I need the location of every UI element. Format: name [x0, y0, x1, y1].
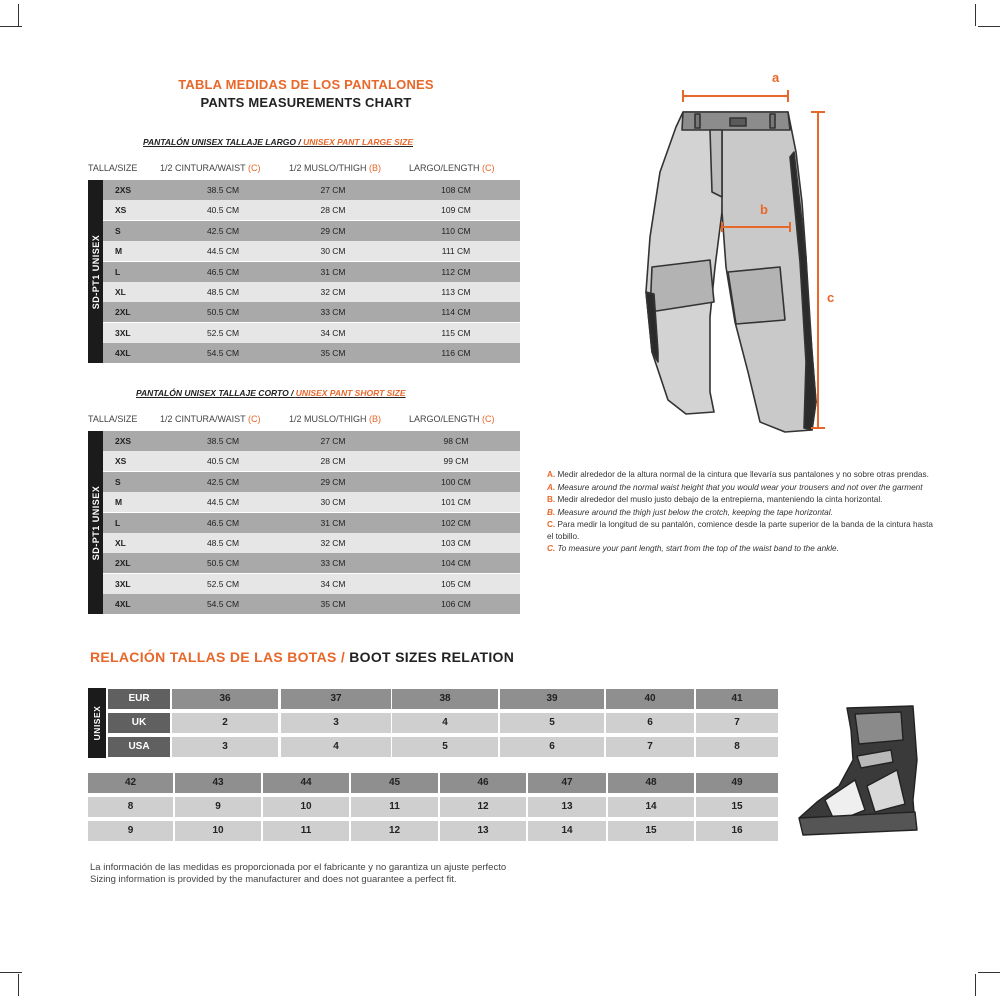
col-waist-tag: (C): [248, 163, 261, 173]
col-thigh-header: [289, 163, 381, 173]
boot-size-cell: 5: [392, 737, 498, 757]
size-cell: 3XL: [115, 578, 131, 589]
col-size-header: TALLA/SIZE: [88, 414, 138, 424]
size-cell: L: [115, 266, 121, 277]
boot-size-cell: 42: [88, 773, 173, 793]
crop-mark: [18, 4, 19, 26]
boot-size-cell: 15: [608, 821, 694, 841]
instruction-letter: B.: [547, 507, 556, 517]
waist-cell: 48.5 CM: [206, 287, 240, 297]
boot-size-cell: 40: [606, 689, 694, 709]
boot-size-cell: 3: [172, 737, 278, 757]
boot-size-cell: 14: [528, 821, 606, 841]
table-row: [103, 492, 520, 512]
boot-size-cell: 48: [608, 773, 694, 793]
col-thigh-tag: (B): [369, 414, 382, 424]
table-row: [103, 574, 520, 594]
thigh-cell: 27 CM: [320, 436, 346, 446]
thigh-cell: 32 CM: [320, 287, 346, 297]
instruction-item: [547, 543, 937, 555]
col-length-header: [409, 414, 495, 424]
size-cell: 4XL: [115, 348, 131, 359]
size-cell: XL: [115, 538, 126, 548]
size-cell: S: [115, 225, 121, 236]
boot-size-cell: 11: [263, 821, 349, 841]
waist-cell: 54.5 CM: [206, 348, 240, 359]
length-cell: 104 CM: [441, 558, 471, 569]
instruction-text: Medir alrededor de la altura normal de la cintura que llevaría sus pantalones y no sobre otras prendas.: [557, 470, 929, 479]
crop-mark: [975, 974, 976, 996]
thigh-cell: 31 CM: [320, 517, 346, 528]
waist-cell: 42.5 CM: [206, 225, 240, 236]
short-subtitle-es: PANTALÓN UNISEX TALLAJE CORTO /: [136, 388, 294, 398]
waist-cell: 54.5 CM: [206, 599, 240, 610]
boot-title-en: BOOT SIZES RELATION: [349, 649, 515, 665]
short-subtitle-en: UNISEX PANT SHORT SIZE: [295, 388, 406, 398]
thigh-cell: 35 CM: [320, 599, 346, 610]
boot-size-cell: 36: [172, 689, 278, 709]
boot-size-cell: 7: [696, 713, 778, 733]
side-label-text: SD-PT1 UNISEX: [90, 485, 101, 560]
waist-cell: 40.5 CM: [206, 205, 240, 216]
table-row: [103, 282, 520, 302]
thigh-cell: 29 CM: [320, 476, 346, 487]
table-row: [103, 553, 520, 573]
col-waist-header: [160, 163, 261, 173]
label-a: a: [772, 70, 780, 85]
length-cell: 102 CM: [441, 517, 471, 528]
waist-cell: 38.5 CM: [206, 436, 240, 446]
pants-illustration: [646, 112, 816, 432]
boot-size-cell: 38: [392, 689, 498, 709]
thigh-cell: 27 CM: [320, 185, 346, 195]
instruction-letter: C.: [547, 520, 556, 529]
table-row: [103, 200, 520, 220]
instruction-letter: A.: [547, 470, 556, 479]
length-cell: 105 CM: [441, 578, 471, 589]
waist-cell: 52.5 CM: [206, 327, 240, 338]
boot-size-cell: 16: [696, 821, 778, 841]
length-cell: 114 CM: [441, 307, 471, 318]
boot-row-label: UK: [108, 713, 170, 733]
short-table-subtitle: [136, 388, 406, 398]
thigh-cell: 31 CM: [320, 266, 346, 277]
table-row: [103, 451, 520, 471]
col-waist-label: 1/2 CINTURA/WAIST: [160, 414, 246, 424]
table-row: [103, 594, 520, 614]
boot-row-label: USA: [108, 737, 170, 757]
pants-diagram: [630, 62, 950, 442]
boot-size-cell: 13: [528, 797, 606, 817]
side-label-text: SD-PT1 UNISEX: [90, 234, 101, 309]
length-cell: 109 CM: [441, 205, 471, 216]
crop-mark: [0, 972, 22, 973]
length-cell: 101 CM: [441, 497, 471, 508]
crop-mark: [978, 972, 1000, 973]
length-cell: 100 CM: [441, 476, 471, 487]
thigh-cell: 28 CM: [320, 456, 346, 467]
instruction-item: [547, 469, 937, 481]
col-length-label: LARGO/LENGTH: [409, 163, 480, 173]
boot-size-cell: 45: [351, 773, 438, 793]
col-waist-label: 1/2 CINTURA/WAIST: [160, 163, 246, 173]
instruction-letter: C.: [547, 544, 556, 553]
boot-size-cell: 37: [281, 689, 391, 709]
boot-size-cell: 44: [263, 773, 349, 793]
measure-a-indicator: [683, 90, 788, 102]
boot-size-cell: 4: [392, 713, 498, 733]
instruction-text: Measure around the thigh just below the crotch, keeping the tape horizontal.: [557, 507, 833, 517]
col-thigh-tag: (B): [369, 163, 382, 173]
boot-size-cell: 8: [696, 737, 778, 757]
side-label-text: UNISEX: [92, 705, 102, 741]
waist-cell: 48.5 CM: [206, 538, 240, 548]
table-row: [103, 513, 520, 533]
size-cell: XS: [115, 205, 127, 216]
waist-cell: 46.5 CM: [206, 517, 240, 528]
size-cell: M: [115, 246, 123, 257]
boot-size-cell: 15: [696, 797, 778, 817]
boot-size-cell: 5: [500, 713, 604, 733]
thigh-cell: 35 CM: [320, 348, 346, 359]
table-row: [103, 180, 520, 200]
thigh-cell: 34 CM: [320, 578, 346, 589]
size-cell: 2XL: [115, 558, 131, 569]
table-row: [103, 221, 520, 241]
table-row: [103, 343, 520, 363]
length-cell: 115 CM: [441, 327, 471, 338]
col-size-header: TALLA/SIZE: [88, 163, 138, 173]
boot-size-cell: 2: [172, 713, 278, 733]
size-cell: XS: [115, 456, 127, 467]
thigh-cell: 28 CM: [320, 205, 346, 216]
col-waist-tag: (C): [248, 414, 261, 424]
crop-mark: [18, 974, 19, 996]
size-cell: 2XS: [115, 436, 132, 446]
col-thigh-label: 1/2 MUSLO/THIGH: [289, 414, 367, 424]
waist-cell: 50.5 CM: [206, 558, 240, 569]
thigh-cell: 29 CM: [320, 225, 346, 236]
col-length-label: LARGO/LENGTH: [409, 414, 480, 424]
waist-cell: 44.5 CM: [206, 497, 240, 508]
length-cell: 110 CM: [441, 225, 471, 236]
boot-size-cell: 12: [440, 797, 526, 817]
boot-size-cell: 47: [528, 773, 606, 793]
boot-size-cell: 7: [606, 737, 694, 757]
col-thigh-label: 1/2 MUSLO/THIGH: [289, 163, 367, 173]
boot-row-label: EUR: [108, 689, 170, 709]
size-cell: 4XL: [115, 599, 131, 610]
chart-title-en: PANTS MEASUREMENTS CHART: [200, 95, 412, 110]
length-cell: 111 CM: [441, 246, 471, 257]
instruction-text: To measure your pant length, start from the top of the waist band to the ankle.: [557, 544, 839, 553]
boot-size-cell: 10: [175, 821, 261, 841]
boot-size-cell: 46: [440, 773, 526, 793]
measurement-instructions: [547, 469, 937, 556]
table-row: [103, 533, 520, 553]
label-b: b: [760, 202, 768, 217]
boot-table-side-label: [88, 688, 106, 758]
boot-sizes-title: [90, 649, 514, 665]
boot-size-cell: 9: [175, 797, 261, 817]
boot-size-cell: 39: [500, 689, 604, 709]
length-cell: 112 CM: [441, 266, 471, 277]
table-row: [103, 241, 520, 261]
large-subtitle-en: UNISEX PANT LARGE SIZE: [303, 137, 413, 147]
large-table-subtitle: [143, 137, 413, 147]
large-table-side-label: [88, 180, 103, 363]
crop-mark: [0, 26, 22, 27]
label-c: c: [827, 290, 835, 305]
col-length-tag: (C): [482, 163, 495, 173]
thigh-cell: 32 CM: [320, 538, 346, 548]
col-length-header: [409, 163, 495, 173]
boot-size-cell: 11: [351, 797, 438, 817]
boot-size-cell: 12: [351, 821, 438, 841]
thigh-cell: 33 CM: [320, 307, 346, 318]
length-cell: 99 CM: [443, 456, 469, 467]
boot-size-cell: 3: [281, 713, 391, 733]
boot-size-cell: 14: [608, 797, 694, 817]
size-cell: S: [115, 476, 121, 487]
boot-size-cell: 9: [88, 821, 173, 841]
thigh-cell: 34 CM: [320, 327, 346, 338]
length-cell: 106 CM: [441, 599, 471, 610]
table-row: [103, 262, 520, 282]
disclaimer-en: Sizing information is provided by the manufacturer and does not guarantee a perfect fit.: [90, 874, 457, 885]
size-cell: M: [115, 497, 123, 508]
thigh-cell: 33 CM: [320, 558, 346, 569]
boot-size-cell: 49: [696, 773, 778, 793]
waist-cell: 44.5 CM: [206, 246, 240, 257]
waist-cell: 52.5 CM: [206, 578, 240, 589]
boot-title-es: RELACIÓN TALLAS DE LAS BOTAS /: [90, 649, 346, 665]
instruction-text: Para medir la longitud de su pantalón, comience desde la parte superior de la banda de la cintura hasta el tobillo.: [547, 520, 933, 541]
size-cell: 3XL: [115, 327, 131, 338]
col-thigh-header: [289, 414, 381, 424]
boot-size-cell: 10: [263, 797, 349, 817]
thigh-cell: 30 CM: [320, 497, 346, 508]
chart-title-es: TABLA MEDIDAS DE LOS PANTALONES: [178, 77, 434, 92]
crop-mark: [975, 4, 976, 26]
size-cell: 2XS: [115, 185, 132, 195]
crop-mark: [978, 26, 1000, 27]
disclaimer: [90, 862, 506, 886]
waist-cell: 38.5 CM: [206, 185, 240, 195]
large-subtitle-es: PANTALÓN UNISEX TALLAJE LARGO /: [143, 137, 301, 147]
waist-cell: 40.5 CM: [206, 456, 240, 467]
table-row: [103, 323, 520, 343]
boot-size-cell: 43: [175, 773, 261, 793]
boot-size-cell: 4: [281, 737, 391, 757]
length-cell: 113 CM: [441, 287, 471, 297]
boot-size-cell: 13: [440, 821, 526, 841]
instruction-text: Medir alrededor del muslo justo debajo de la entrepierna, manteniendo la cinta horizontal.: [557, 495, 883, 504]
length-cell: 108 CM: [441, 185, 471, 195]
size-cell: XL: [115, 287, 126, 297]
size-cell: 2XL: [115, 307, 131, 318]
length-cell: 103 CM: [441, 538, 471, 548]
boot-illustration: [795, 700, 935, 840]
instruction-text: Measure around the normal waist height that you would wear your trousers and not over the garment: [557, 482, 923, 492]
boot-size-cell: 41: [696, 689, 778, 709]
boot-size-cell: 6: [500, 737, 604, 757]
instruction-item: [547, 482, 937, 494]
waist-cell: 42.5 CM: [206, 476, 240, 487]
table-row: [103, 472, 520, 492]
instruction-item: [547, 519, 937, 542]
thigh-cell: 30 CM: [320, 246, 346, 257]
table-row: [103, 431, 520, 451]
instruction-letter: B.: [547, 495, 556, 504]
instruction-item: [547, 507, 937, 519]
disclaimer-es: La información de las medidas es proporcionada por el fabricante y no garantiza un ajuste perfecto: [90, 862, 507, 873]
short-table-side-label: [88, 431, 103, 614]
waist-cell: 46.5 CM: [206, 266, 240, 277]
boot-size-cell: 6: [606, 713, 694, 733]
size-cell: L: [115, 517, 121, 528]
boot-size-cell: 8: [88, 797, 173, 817]
col-length-tag: (C): [482, 414, 495, 424]
instruction-letter: A.: [547, 482, 556, 492]
instruction-item: [547, 494, 937, 506]
table-row: [103, 302, 520, 322]
col-waist-header: [160, 414, 261, 424]
length-cell: 116 CM: [441, 348, 471, 359]
length-cell: 98 CM: [443, 436, 469, 446]
waist-cell: 50.5 CM: [206, 307, 240, 318]
